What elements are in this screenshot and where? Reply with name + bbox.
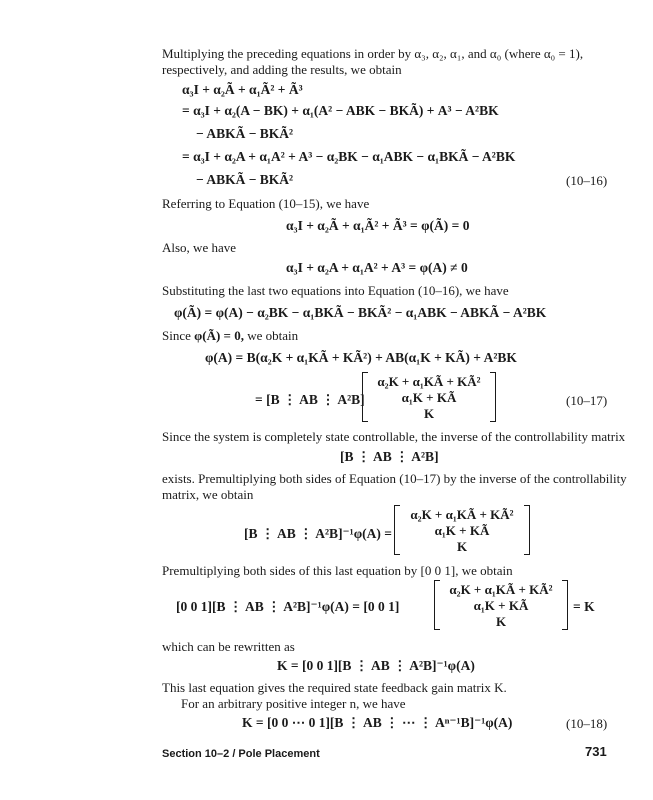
eq-inverse-matrix-row-3: K [456, 539, 468, 554]
eq-phi-a: α₃I + α₂A + α₁A² + A³ = φ(A) ≠ 0 [286, 260, 468, 275]
footer-section: Section 10–2 / Pole Placement [162, 748, 320, 760]
eq17-matrix-row-2: α₁K + KÃ [401, 390, 457, 405]
eq-premult-rhs: = K [573, 599, 595, 614]
text-since-prefix: Since [162, 328, 191, 343]
eq-substituted: φ(Ã) = φ(A) − α₂BK − α₁BKÃ − BKÃ² − α₁ABK − ABKÃ − A²BK [174, 305, 547, 320]
equation-label-10-18: (10–18) [566, 716, 608, 731]
eq16-row-5: − ABKÃ − BKÃ² [196, 172, 294, 187]
eq-inverse-matrix-row-1: α₂K + α₁KÃ + KÃ² [410, 507, 514, 522]
eq-premult-matrix-row-3: K [495, 614, 507, 629]
text-gain-matrix: This last equation gives the required state feedback gain matrix K. [162, 680, 507, 695]
eq-phi-a-tilde: α₃I + α₂Ã + α₁Ã² + Ã³ = φ(Ã) = 0 [286, 218, 470, 233]
eq-controllability-matrix: [B ⋮ AB ⋮ A²B] [340, 449, 439, 464]
eq17-matrix-row-3: K [423, 406, 435, 421]
eq16-row-3: − ABKÃ − BKÃ² [196, 126, 294, 141]
text-since-condition: φ(Ã) = 0, [194, 328, 244, 343]
text-referring: Referring to Equation (10–15), we have [162, 196, 370, 211]
eq-inverse-lhs: [B ⋮ AB ⋮ A²B]⁻¹φ(A) = [244, 526, 392, 541]
equation-label-10-17: (10–17) [566, 393, 608, 408]
eq18-body: K = [0 0 ⋯ 0 1][B ⋮ AB ⋮ ⋯ ⋮ Aⁿ⁻¹B]⁻¹φ(A) [242, 715, 513, 730]
eq17-matrix [362, 372, 496, 422]
text-arbitrary-n: For an arbitrary positive integer n, we have [181, 696, 406, 711]
equation-label-10-16: (10–16) [566, 173, 608, 188]
eq16-row-2: = α₃I + α₂(A − BK) + α₁(A² − ABK − BKÃ) + A³ − A²BK [182, 103, 499, 118]
text-also: Also, we have [162, 240, 237, 255]
text-since [162, 328, 298, 344]
intro-line-2: respectively, and adding the results, we obtain [162, 62, 402, 77]
eq16-row-1: α₃I + α₂Ã + α₁Ã² + Ã³ [182, 82, 303, 97]
eq-premult-matrix-row-2: α₁K + KÃ [473, 598, 529, 613]
eq17-matrix-row-1: α₂K + α₁KÃ + KÃ² [377, 374, 481, 389]
text-substituting: Substituting the last two equations into Equation (10–16), we have [162, 283, 509, 298]
text-controllable: Since the system is completely state controllable, the inverse of the controllability matrix [162, 429, 626, 444]
text-since-suffix: we obtain [247, 328, 299, 343]
eq-premult-matrix-row-1: α₂K + α₁KÃ + KÃ² [449, 582, 553, 597]
text-exists-1: exists. Premultiplying both sides of Equation (10–17) by the inverse of the controllability [162, 471, 627, 486]
text-exists-2: matrix, we obtain [162, 487, 254, 502]
eq-inverse-matrix [394, 505, 530, 555]
eq17-row-1: φ(A) = B(α₂K + α₁KÃ + KÃ²) + AB(α₁K + KÃ) + A²BK [205, 350, 517, 365]
footer-page-number: 731 [585, 744, 607, 759]
eq-inverse-matrix-row-2: α₁K + KÃ [434, 523, 490, 538]
eq16-row-4: = α₃I + α₂A + α₁A² + A³ − α₂BK − α₁ABK − α₁BKÃ − A²BK [182, 149, 516, 164]
text-rewritten: which can be rewritten as [162, 639, 295, 654]
text-premultiplying: Premultiplying both sides of this last equation by [0 0 1], we obtain [162, 563, 513, 578]
eq-gain-k: K = [0 0 1][B ⋮ AB ⋮ A²B]⁻¹φ(A) [277, 658, 475, 673]
eq-premult-lhs: [0 0 1][B ⋮ AB ⋮ A²B]⁻¹φ(A) = [0 0 1] [176, 599, 400, 614]
eq17-lhs: = [B ⋮ AB ⋮ A²B] [255, 392, 365, 407]
eq-premult-matrix [434, 580, 568, 630]
intro-line-1: Multiplying the preceding equations in order by α₃, α₂, α₁, and α₀ (where α₀ = 1), [162, 46, 584, 61]
